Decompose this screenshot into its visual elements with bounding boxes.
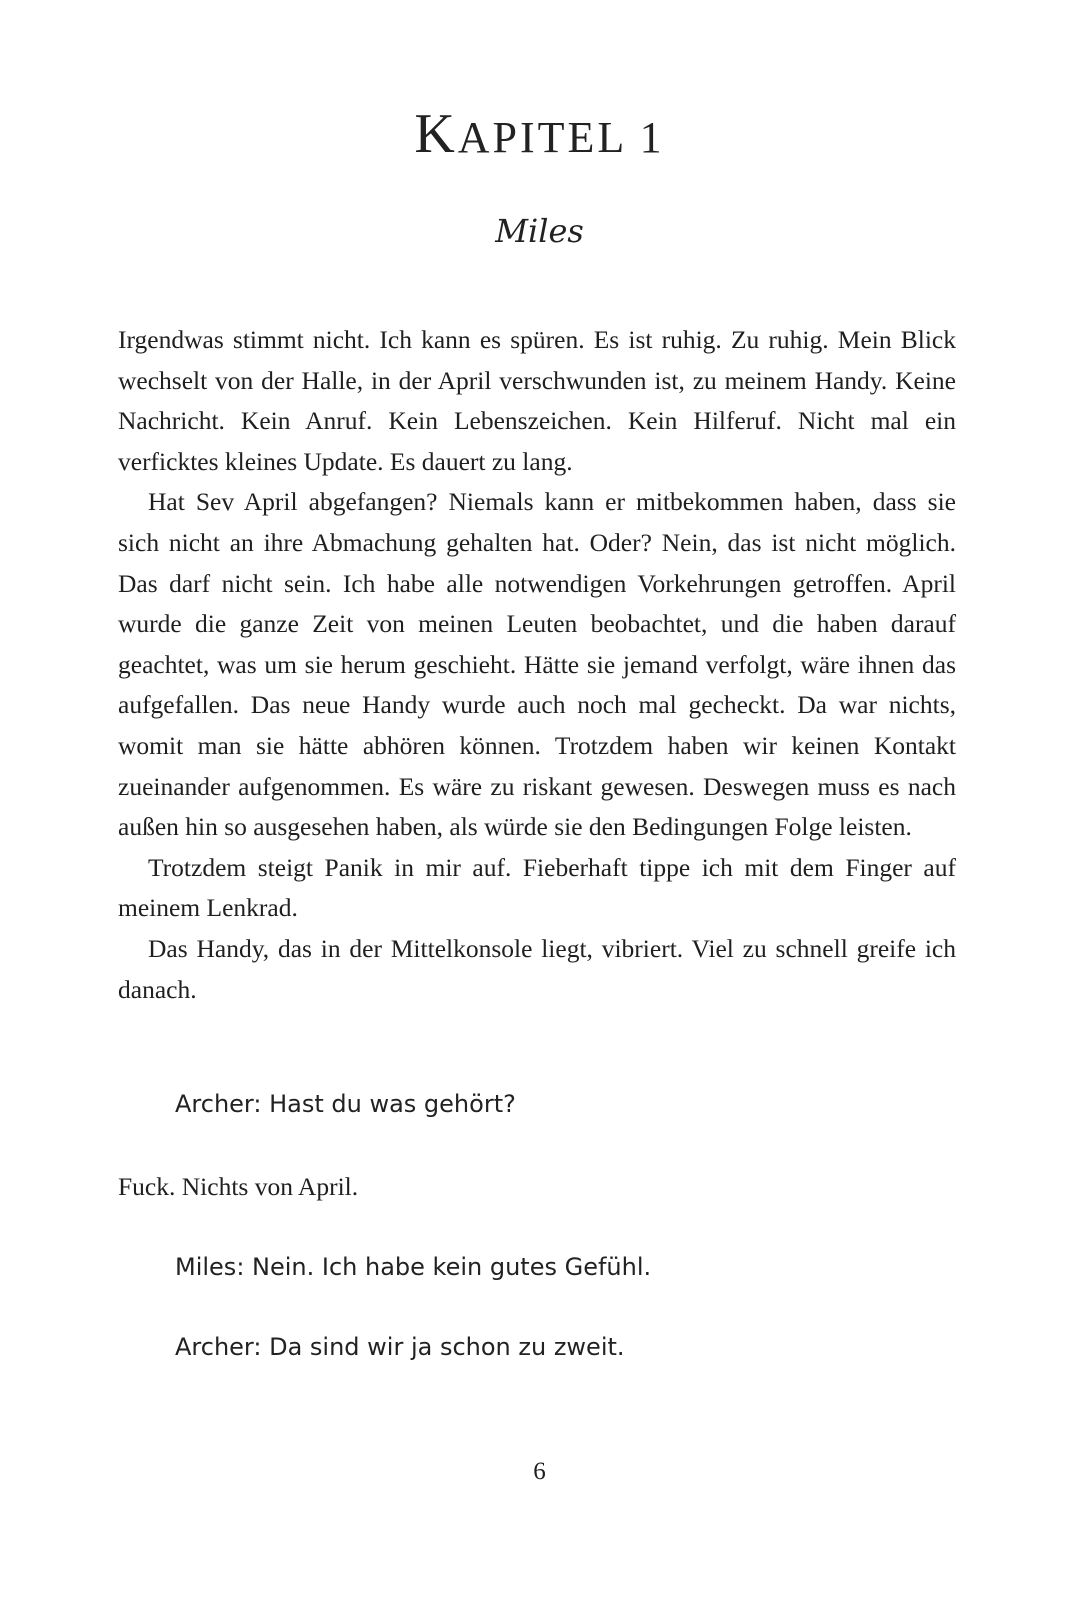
- chapter-body: [118, 320, 956, 1010]
- narration-line: Fuck. Nichts von April.: [118, 1172, 359, 1201]
- paragraph: Hat Sev April abgefangen? Niemals kann er mitbekommen haben, dass sie sich nicht an ihre Abmachung gehalten hat. Oder? Nein, das ist nicht möglich. Das darf nicht sein. Ich habe alle notwendigen Vorkehrungen getroffen. April wurde die ganze Zeit von meinen Leuten beobachtet, und die haben darauf geachtet, was um sie herum geschieht. Hätte sie jemand verfolgt, wäre ihnen das aufgefallen. Das neue Handy wurde auch noch mal gecheckt. Da war nichts, womit man sie hätte abhören können. Trotzdem haben wir keinen Kontakt zueinander aufgenommen. Es wäre zu riskant gewesen. Deswegen muss es nach außen hin so ausgesehen haben, als würde sie den Bedingungen Folge leisten.: [118, 487, 956, 842]
- text-message-archer: Archer: Da sind wir ja schon zu zweit.: [175, 1333, 625, 1361]
- text-message-miles: Miles: Nein. Ich habe kein gutes Gefühl.: [175, 1253, 652, 1281]
- pov-character-name: Miles: [495, 212, 584, 250]
- chapter-title: [0, 102, 1079, 166]
- page-number: 6: [533, 1458, 546, 1485]
- paragraph: Trotzdem steigt Panik in mir auf. Fieberhaft tippe ich mit dem Finger auf meinem Lenkrad.: [118, 852, 956, 923]
- chapter-title-rest: APITEL 1: [457, 113, 665, 162]
- chapter-title-initial: K: [414, 103, 458, 165]
- paragraph: Irgendwas stimmt nicht. Ich kann es spüren. Es ist ruhig. Zu ruhig. Mein Blick wechselt von der Halle, in der April verschwunden ist, zu meinem Handy. Keine Nachricht. Kein Anruf. Kein Lebenszeichen. Kein Hilferuf. Nicht mal ein verficktes kleines Update. Es dauert zu lang.: [118, 325, 956, 476]
- text-message-archer: Archer: Hast du was gehört?: [175, 1090, 516, 1118]
- paragraph: Das Handy, das in der Mittelkonsole liegt, vibriert. Viel zu schnell greife ich danach.: [118, 933, 956, 1004]
